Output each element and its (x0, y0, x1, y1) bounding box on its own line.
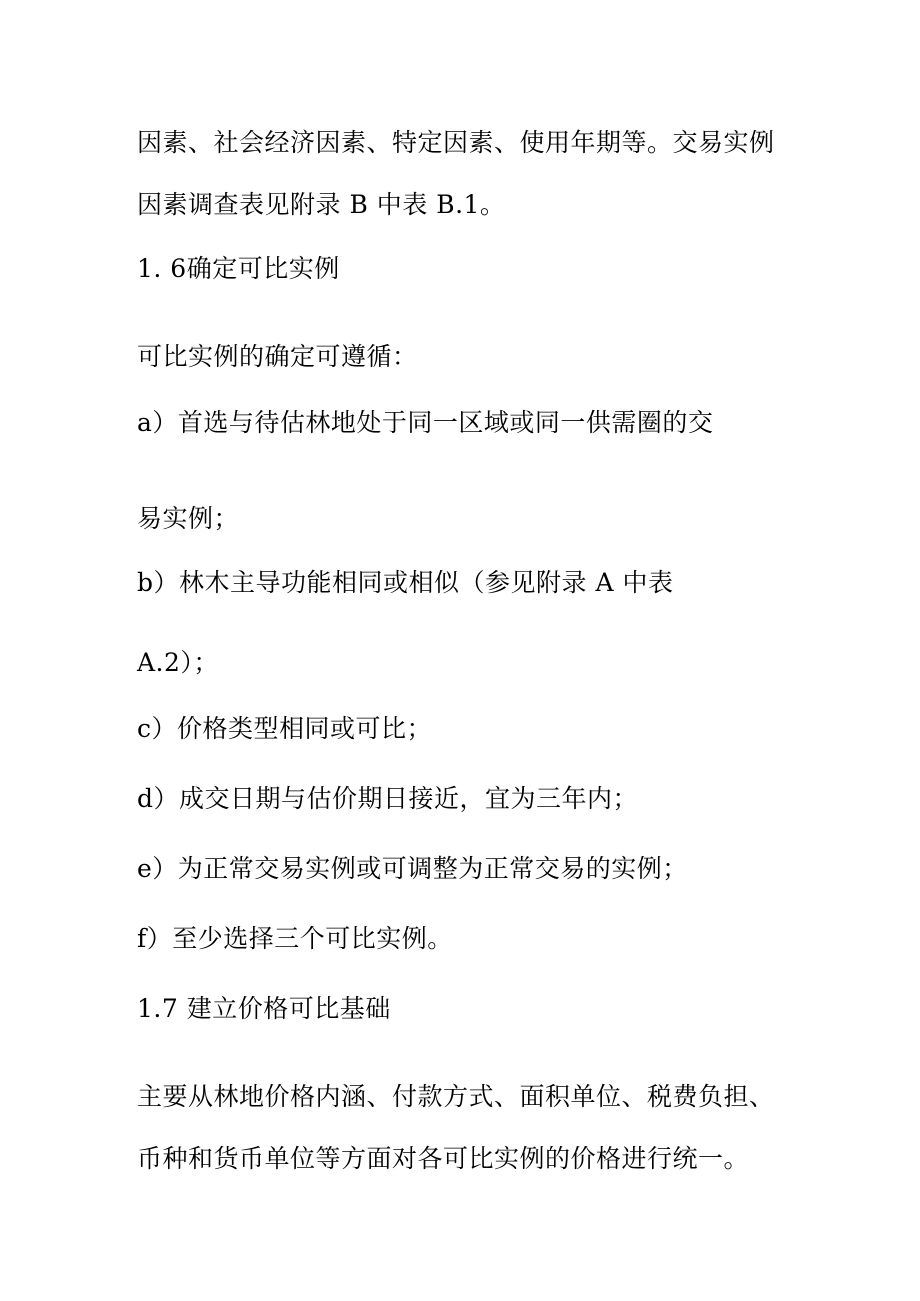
paragraph-line: 币种和货币单位等方面对各可比实例的价格进行统一。 (137, 1144, 750, 1173)
list-item-continuation: A.2）； (137, 648, 219, 677)
list-item-continuation: 易实例； (137, 504, 240, 533)
list-item: b）林木主导功能相同或相似（参见附录 A 中表 (137, 568, 674, 597)
section-heading: 1.7 建立价格可比基础 (137, 994, 391, 1023)
list-item: c）价格类型相同或可比； (137, 714, 433, 743)
paragraph-line: 可比实例的确定可遵循： (137, 342, 418, 371)
section-heading: 1. 6确定可比实例 (137, 254, 340, 283)
paragraph-line: 因素、社会经济因素、特定因素、使用年期等。交易实例 (137, 128, 775, 157)
paragraph-line: 因素调查表见附录 B 中表 B.1。 (137, 190, 506, 219)
list-item: a）首选与待估林地处于同一区域或同一供需圈的交 (137, 408, 714, 437)
list-item: d）成交日期与估价期日接近，宜为三年内； (137, 784, 639, 813)
list-item: f）至少选择三个可比实例。 (137, 924, 453, 953)
paragraph-line: 主要从林地价格内涵、付款方式、面积单位、税费负担、 (137, 1082, 775, 1111)
list-item: e）为正常交易实例或可调整为正常交易的实例； (137, 854, 688, 883)
